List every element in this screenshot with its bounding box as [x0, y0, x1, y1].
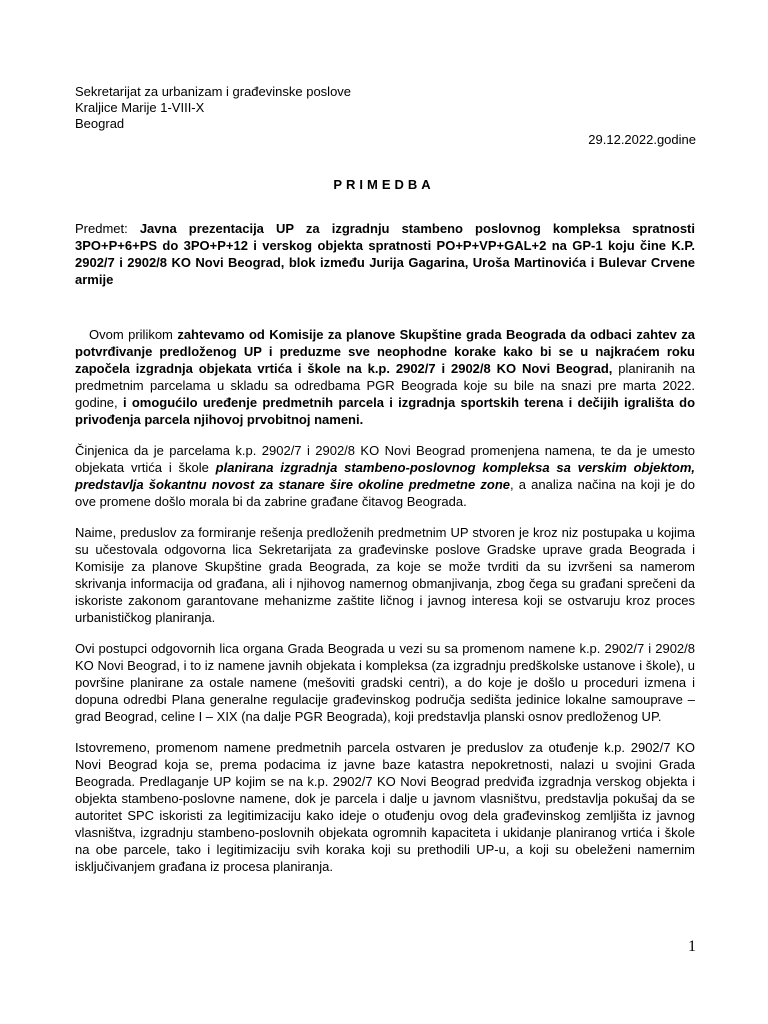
recipient-name: Sekretarijat za urbanizam i građevinske poslove: [75, 84, 352, 99]
text-run: Činjenica da je parcelama k.p. 2902/7 i 2902/8 KO Novi Beograd promenjena namena, te da je umesto objekata vrtića i škole: [75, 443, 695, 475]
paragraph-demand: [75, 326, 695, 428]
subject-paragraph: [75, 220, 695, 288]
subject-text: Javna prezentacija UP za izgradnju stambeno poslovnog kompleksa spratnosti 3PO+P+6+PS do 3PO+P+12 i verskog objekta spratnosti PO+P+VP+GAL+2 na GP-1 koju čine K.P. 2902/7 i 2902/8 KO Novi Beograd, blok između Jurija Gagarina, Uroša Martinovića i Bulevar Crvene armije: [75, 221, 695, 287]
paragraph-procedures: Ovi postupci odgovornih lica organa Grada Beograda u vezi su sa promenom namene k.p. 2902/7 i 2902/8 KO Novi Beograd, i to iz namene javnih objekata i kompleksa (za izgradnju predškolske ustanove i škole), u površine planirane za ostale namene (mešoviti gradski centri), a do koje je došlo u proceduri izmena i dopuna odredbi Plana generalne regulacije građevinskog područja sedišta jedinice lokalne samouprave – grad Beograd, celine I – XIX (na dalje PGR Beograda), koji predstavlja planski osnov predloženog UP.: [75, 641, 695, 724]
document-date: 29.12.2022.godine: [588, 132, 696, 147]
paragraph-fact: [75, 442, 695, 510]
text-run: Ovom prilikom: [89, 327, 178, 342]
paragraph-alienation: Istovremeno, promenom namene predmetnih parcela ostvaren je preduslov za otuđenje k.p. 2902/7 KO Novi Beograd koja se, prema podacima iz javne baze katastra nepokretnosti, nalazi u svojini Grada Beograda. Predlaganje UP kojim se na k.p. 2902/7 KO Novi Beograd predviđa izgradnja verskog objekta i objekta stambeno-poslovne namene, dok je parcela i dalje u javnom vlasništvu, predstavlja pokušaj da se autoritet SPC iskoristi za legitimizaciju kako ideje o otuđenju ovog dela građevinskog zemljišta iz javnog vlasništva, izgradnju stambeno-poslovnih objekata ogromnih kapaciteta i ukidanje planiranog vrtića i škole na obe parcele, tako i legitimizaciju svih koraka koji su prethodili UP-u, a koji su obeleženi namernim isključivanjem građana iz procesa planiranja.: [75, 740, 695, 874]
bold-run: zahtevamo od Komisije za planove Skupštine grada Beograda da odbaci zahtev za potvrđivanje predloženog UP i preduzme sve neophodne korake kako bi se u najkraćem roku započela izgradnja objekata vrtića i škole na k.p. 2902/7 i 2902/8 KO Novi Beograd,: [75, 327, 695, 376]
recipient-city: Beograd: [75, 116, 125, 131]
subject-label: Predmet:: [75, 221, 140, 236]
document-title: PRIMEDBA: [333, 177, 435, 192]
paragraph-precondition: Naime, preduslov za formiranje rešenja predloženih predmetnim UP stvoren je kroz niz postupaka u kojima su učestovala odgovorna lica Sekretarijata za građevinske poslove Gradske uprave grada Beograda i Komisije za planove Skupštine grada Beograda, za koje se može tvrditi da su izvršeni sa namerom skrivanja informacija od građana, ali i njihovog namernog obmanjivanja, zbog čega su građani sprečeni da iskoriste zakonom garantovane mehanizme zaštite ličnog i javnog interesa koji se ostvaruju kroz proces urbanističkog planiranja.: [75, 525, 695, 625]
bold-italic-run: planirana izgradnja stambeno-poslovnog kompleksa sa verskim objektom, predstavlja šokantnu novost za stanare šire okoline predmetne zone: [75, 460, 695, 492]
recipient-address: [75, 84, 351, 132]
text-run: , a analiza načina na koji je do ove promene došlo morala bi da zabrine građane čitavog Beograda.: [75, 477, 695, 509]
document-body: [75, 220, 695, 875]
text-run: planiranih na predmetnim parcelama u skladu sa odredbama PGR Beograda koje su bile na snazi pre marta 2022. godine,: [75, 361, 695, 410]
bold-run: i omogućilo uređenje predmetnih parcela i izgradnja sportskih terena i dečijih igrališta do privođenja parcela njihovoj prvobitnoj nameni.: [75, 395, 696, 427]
recipient-street: Kraljice Marije 1-VIII-X: [75, 100, 205, 115]
page-number: 1: [688, 938, 696, 955]
